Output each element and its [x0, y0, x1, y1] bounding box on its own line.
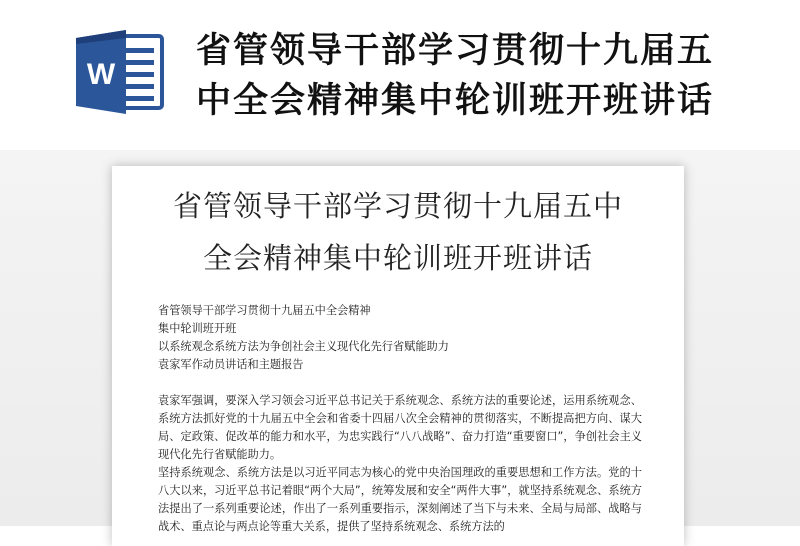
document-page: [112, 166, 684, 546]
document-subheading: [158, 302, 658, 374]
document-title-line: 全会精神集中轮训班开班讲话: [202, 241, 593, 275]
document-title-line: 省管领导干部学习贯彻十九届五中: [172, 189, 623, 223]
word-icon: [74, 28, 166, 116]
banner-title-line: 省管领导干部学习贯彻十九届五: [196, 31, 715, 71]
banner-title: [196, 26, 776, 126]
banner-title-line: 中全会精神集中轮训班开班讲话: [196, 81, 715, 121]
document-title: [112, 180, 684, 284]
subheading-line: 集中轮训班开班: [158, 322, 237, 335]
document-body: [158, 392, 642, 536]
header-banner: [0, 0, 800, 150]
body-paragraph: 袁家军强调，要深入学习领会习近平总书记关于系统观念、系统方法的重要论述，运用系统观念、系统方法抓好党的十九届五中全会和省委十四届八次全会精神的贯彻落实，不断提高把方向、谋大局、定政策、促改革的能力和水平，为忠实践行“八八战略”、奋力打造“重要窗口”，争创社会主义现代化先行省赋能助力。: [158, 394, 642, 461]
body-paragraph: 坚持系统观念、系统方法是以习近平同志为核心的党中央治国理政的重要思想和工作方法。党的十八大以来，习近平总书记着眼“两个大局”，统筹发展和安全“两件大事”，就坚持系统观念、系统方法提出了一系列重要论述，作出了一系列重要指示，深刻阐述了当下与未来、全局与局部、战略与战术、重点论与两点论等重大关系，提供了坚持系统观念、系统方法的: [158, 466, 642, 533]
subheading-line: 以系统观念系统方法为争创社会主义现代化先行省赋能助力: [158, 340, 449, 353]
svg-text:W: W: [86, 58, 116, 91]
subheading-line: 袁家军作动员讲话和主题报告: [158, 358, 304, 371]
subheading-line: 省管领导干部学习贯彻十九届五中全会精神: [158, 304, 371, 317]
